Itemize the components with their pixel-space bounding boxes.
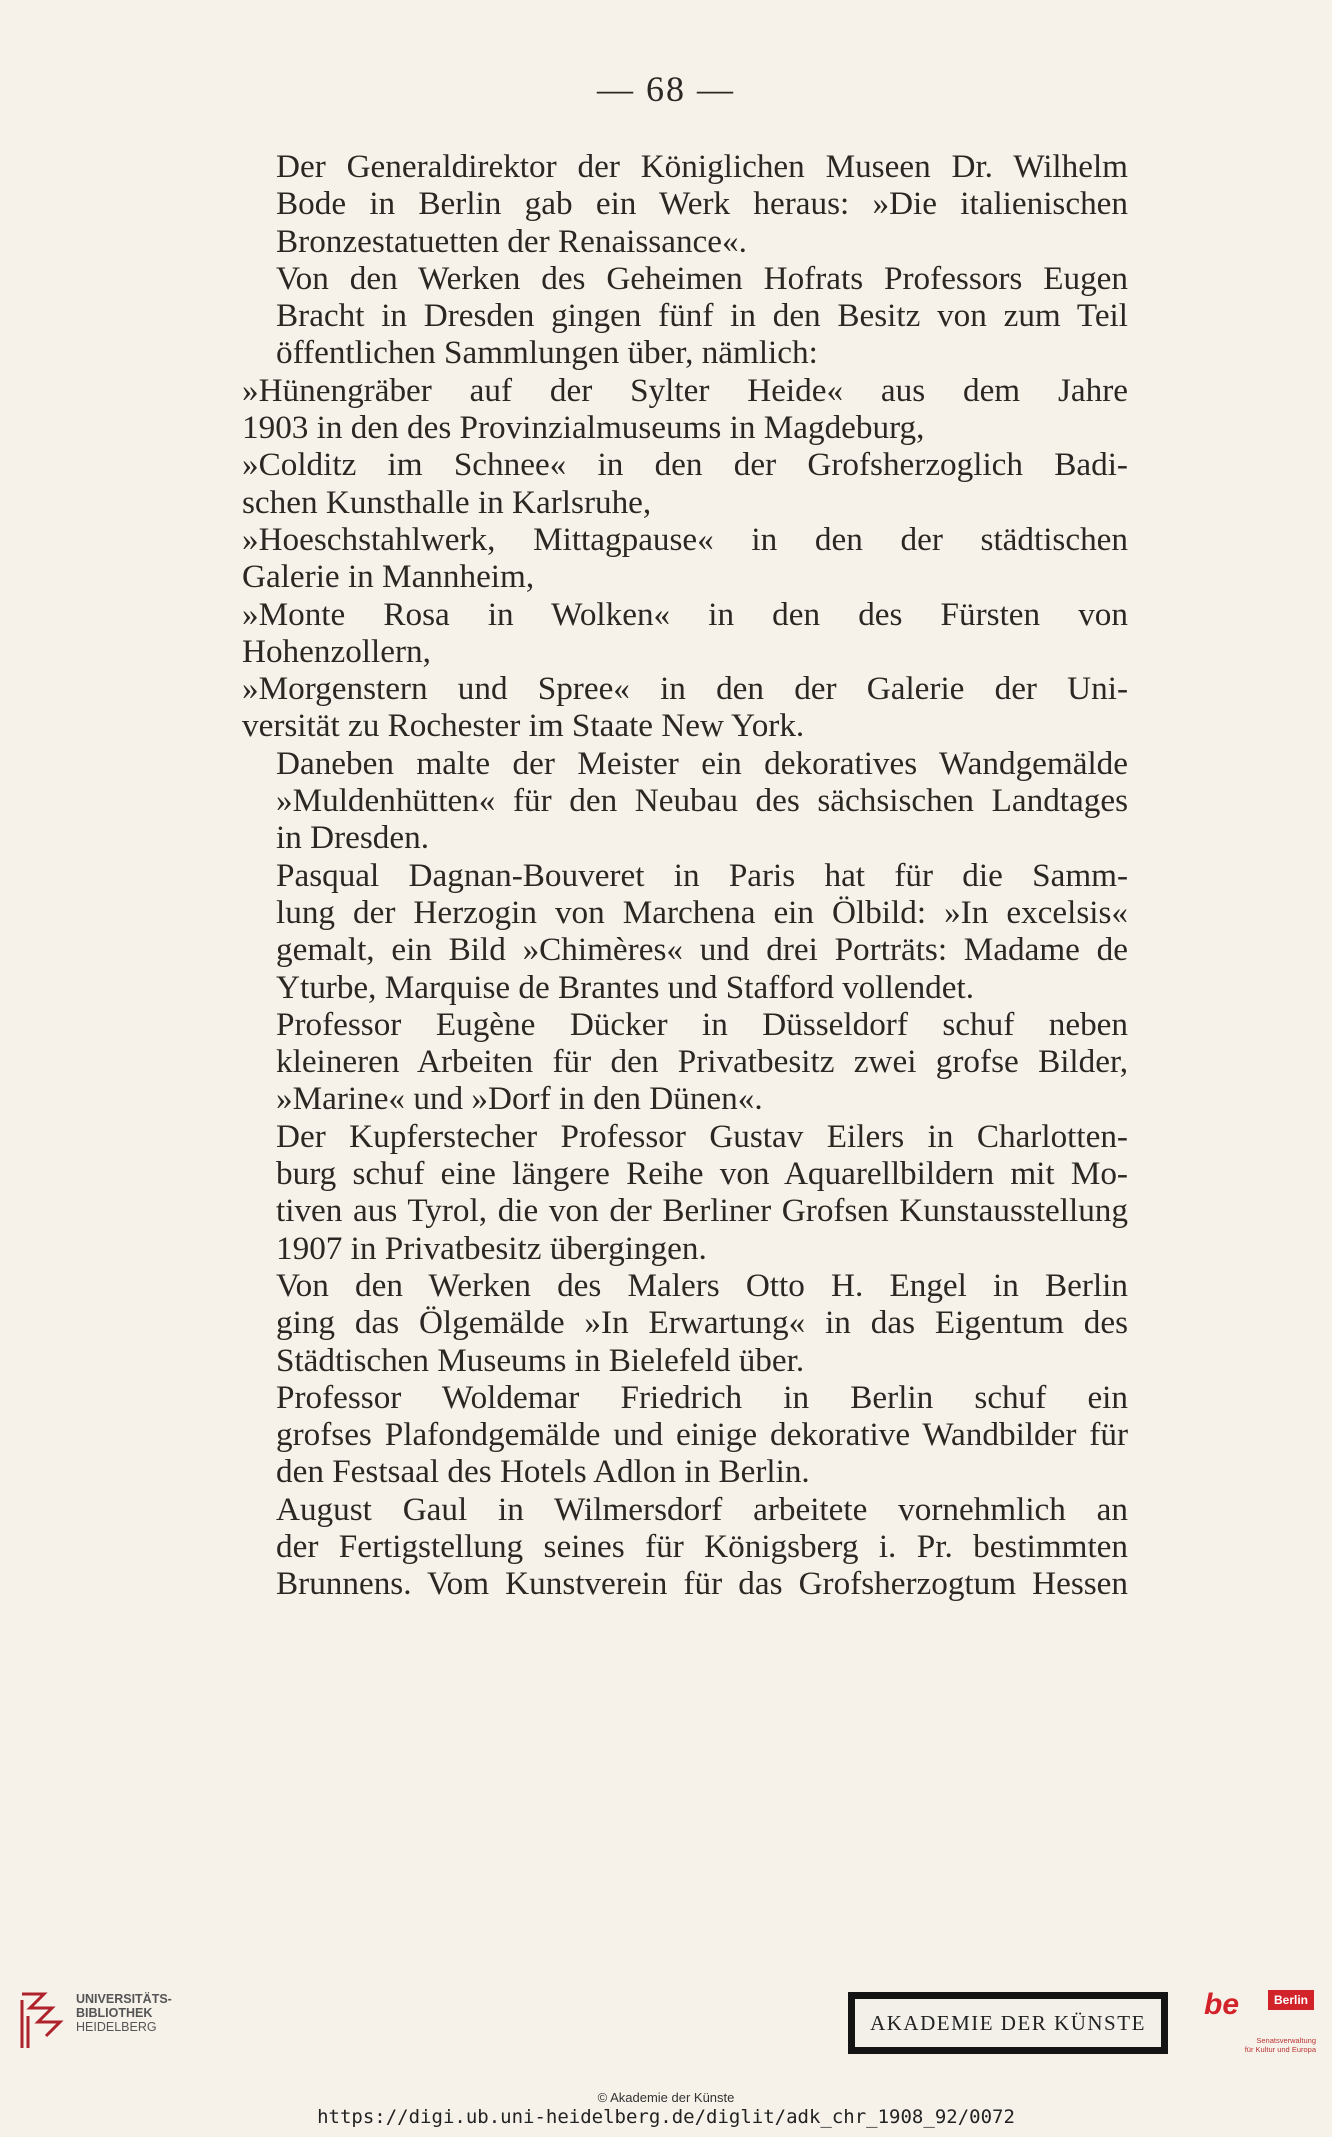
berlin-logo-sub-line: Senatsverwaltung <box>1256 2036 1316 2045</box>
berlin-logo-be: be <box>1204 1988 1240 2021</box>
text-line: tiven aus Tyrol, die von der Berliner Grofsen Kunstausstellung <box>276 1192 1128 1230</box>
paragraph-dagnan-bouveret <box>204 857 1128 1006</box>
text-line: »Hünengräber auf der Sylter Heide« aus dem Jahre <box>242 371 1128 409</box>
text-line: »Colditz im Schnee« in den der Grofsherzoglich Badi- <box>242 446 1128 484</box>
akademie-der-kuenste-logo[interactable] <box>848 1992 1168 2054</box>
text-line: Bracht in Dresden gingen fünf in den Besitz von zum Teil <box>276 297 1128 335</box>
paragraph-duecker <box>204 1006 1128 1118</box>
paragraph-engel <box>204 1267 1128 1379</box>
text-line: versität zu Rochester im Staate New York. <box>242 707 805 745</box>
paragraph-gaul <box>204 1491 1128 1603</box>
text-line: »Hoeschstahlwerk, Mittagpause« in den der städtischen <box>242 520 1128 558</box>
berlin-senate-logo[interactable] <box>1196 1988 1316 2062</box>
berlin-logo-flag: Berlin <box>1268 1990 1314 2010</box>
permalink-url[interactable]: https://digi.ub.uni-heidelberg.de/diglit/adk_chr_1908_92/0072 <box>317 2106 1015 2128</box>
text-line: grofses Plafondgemälde und einige dekorative Wandbilder für <box>276 1416 1128 1454</box>
text-line: Galerie in Mannheim, <box>242 558 535 596</box>
text-line: ging das Ölgemälde »In Erwartung« in das Eigentum des <box>276 1304 1128 1342</box>
library-emblem-icon <box>14 1988 66 2054</box>
text-line: »Muldenhütten« für den Neubau des sächsischen Landtages <box>276 782 1128 820</box>
text-line: der Fertigstellung seines für Königsberg i. Pr. bestimmten <box>276 1527 1128 1565</box>
text-line: Daneben malte der Meister ein dekoratives Wandgemälde <box>276 744 1128 782</box>
text-line: Von den Werken des Geheimen Hofrats Professors Eugen <box>276 259 1128 297</box>
text-line: Bode in Berlin gab ein Werk heraus: »Die italienischen <box>276 185 1128 223</box>
list-item <box>204 596 1128 671</box>
paragraph-bracht <box>204 260 1128 372</box>
text-line: in Dresden. <box>276 819 429 857</box>
list-item <box>204 446 1128 521</box>
text-line: »Morgenstern und Spree« in den der Galerie der Uni- <box>242 670 1128 708</box>
page-number: — 68 — <box>597 69 735 109</box>
text-line: Yturbe, Marquise de Brantes und Stafford vollendet. <box>276 968 975 1006</box>
text-line: Brunnens. Vom Kunstverein für das Grofsherzogtum Hessen <box>276 1565 1128 1603</box>
text-line: Hohenzollern, <box>242 632 431 670</box>
text-line: Städtischen Museums in Bielefeld über. <box>276 1341 805 1379</box>
text-line: öffentlichen Sammlungen über, nämlich: <box>276 334 818 372</box>
text-line: Der Generaldirektor der Königlichen Museen Dr. Wilhelm <box>276 148 1128 185</box>
text-line: lung der Herzogin von Marchena ein Ölbild: »In excelsis« <box>276 893 1128 931</box>
library-logo-line: HEIDELBERG <box>76 2020 157 2034</box>
page-footer <box>0 1980 1332 2137</box>
berlin-logo-sub-line: für Kultur und Europa <box>1244 2045 1316 2054</box>
text-line: burg schuf eine längere Reihe von Aquarellbildern mit Mo- <box>276 1155 1128 1193</box>
paragraph-bode <box>204 148 1128 260</box>
copyright-notice: © Akademie der Künste <box>597 2090 735 2105</box>
akademie-badge-label: AKADEMIE DER KÜNSTE <box>855 1999 1161 2047</box>
text-line: kleineren Arbeiten für den Privatbesitz zwei grofse Bilder, <box>276 1043 1128 1081</box>
library-logo-line: BIBLIOTHEK <box>76 2006 153 2020</box>
paragraph-friedrich <box>204 1379 1128 1491</box>
heidelberg-library-logo[interactable] <box>14 1986 184 2058</box>
body-text <box>204 148 1128 1603</box>
text-line: August Gaul in Wilmersdorf arbeitete vornehmlich an <box>276 1490 1128 1528</box>
paragraph-eilers <box>204 1118 1128 1267</box>
text-line: schen Kunsthalle in Karlsruhe, <box>242 483 652 521</box>
paragraph-muldenhuetten <box>204 745 1128 857</box>
text-line: den Festsaal des Hotels Adlon in Berlin. <box>276 1453 810 1491</box>
berlin-logo-subtitle <box>1226 2036 1316 2054</box>
text-line: Von den Werken des Malers Otto H. Engel in Berlin <box>276 1266 1128 1304</box>
list-item <box>204 521 1128 596</box>
library-logo-text <box>76 1992 172 2034</box>
text-line: »Marine« und »Dorf in den Dünen«. <box>276 1080 763 1118</box>
text-line: Der Kupferstecher Professor Gustav Eilers in Charlotten- <box>276 1117 1128 1155</box>
text-line: Professor Woldemar Friedrich in Berlin schuf ein <box>276 1378 1128 1416</box>
library-logo-line: UNIVERSITÄTS- <box>76 1992 172 2006</box>
text-line: 1907 in Privatbesitz übergingen. <box>276 1229 707 1267</box>
text-line: Bronzestatuetten der Renaissance«. <box>276 222 747 260</box>
text-line: Professor Eugène Dücker in Düsseldorf schuf neben <box>276 1005 1128 1043</box>
text-line: 1903 in den des Provinzialmuseums in Magdeburg, <box>242 409 925 447</box>
text-line: gemalt, ein Bild »Chimères« und drei Porträts: Madame de <box>276 931 1128 969</box>
list-item <box>204 670 1128 745</box>
text-line: »Monte Rosa in Wolken« in den des Fürsten von <box>242 595 1128 633</box>
list-item <box>204 372 1128 447</box>
text-line: Pasqual Dagnan-Bouveret in Paris hat für die Samm- <box>276 856 1128 894</box>
